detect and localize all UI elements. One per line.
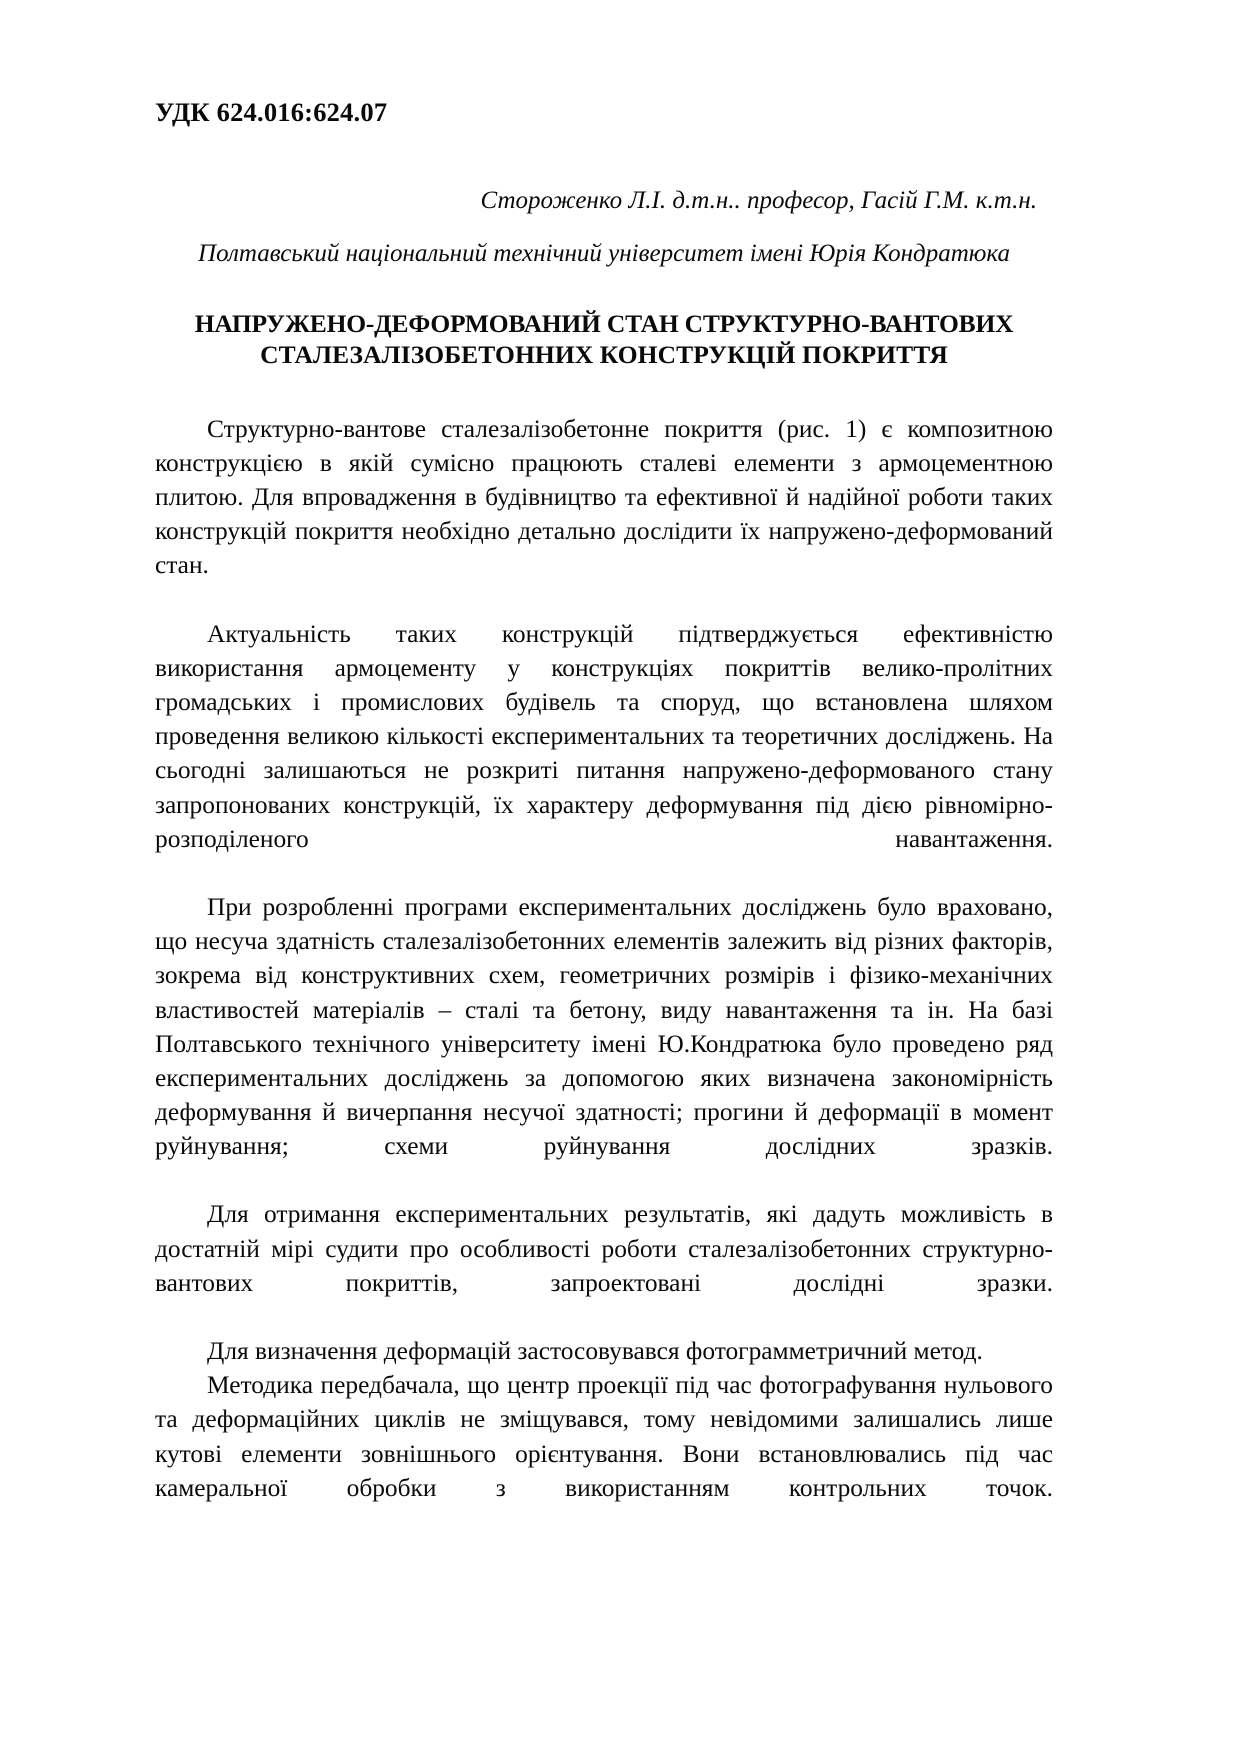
title-line-2: СТАЛЕЗАЛІЗОБЕТОННИХ КОНСТРУКЦІЙ ПОКРИТТЯ	[260, 339, 948, 369]
authors-line: Стороженко Л.І. д.т.н.. професор, Гасій Г.М. к.т.н.	[480, 187, 1037, 215]
paragraph: Для отримання експериментальних результатів, які дадуть можливість в достатній мірі судити про особливості роботи сталезалізобетонних структурно-вантових покриттів, запроектовані дослідні зразки.	[155, 1200, 1053, 1297]
paragraph: При розробленні програми експериментальних досліджень було враховано, що несуча здатність сталезалізобетонних елементів залежить від різних факторів, зокрема від конструктивних схем, геометричних розмірів і фізико-механічних властивостей матеріалів – сталі та бетону, виду навантаження та ін. На базі Полтавського технічного університету імені Ю.Кондратюка було проведено ряд експериментальних досліджень за допомогою яких визначена закономірність деформування й вичерпання несучої здатності; прогини й деформації в момент руйнування; схеми руйнування дослідних зразків.	[155, 893, 1053, 1161]
paragraph: Методика передбачала, що центр проекції під час фотографування нульового та деформаційних циклів не зміщувався, тому невідомими залишались лише кутові елементи зовнішнього орієнтування. Вони встановлювались під час камеральної обробки з використанням контрольних точок.	[155, 1371, 1053, 1502]
paragraph: Актуальність таких конструкцій підтверджується ефективністю використання армоцементу у конструкціях покриттів велико-пролітних громадських і промислових будівель та споруд, що встановлена шляхом проведення великою кількості експериментальних та теоретичних досліджень. На сьогодні залишаються не розкриті питання напружено-деформованого стану запропонованих конструкцій, їх характеру деформування під дією рівномірно-розподіленого навантаження.	[155, 619, 1053, 853]
paragraph: Для визначення деформацій застосовувався фотограмметричний метод.	[207, 1337, 983, 1366]
page-content	[155, 98, 1053, 1539]
paragraph: Структурно-вантове сталезалізобетонне покриття (рис. 1) є композитною конструкцією в якій сумісно працюють сталеві елементи з армоцементною плитою. Для впровадження в будівництво та ефективної й надійної роботи таких конструкцій покриття необхідно детально дослідити їх напружено-деформований стан.	[155, 414, 1053, 580]
udk-code: УДК 624.016:624.07	[155, 97, 388, 127]
title-line-1: НАПРУЖЕНО-ДЕФОРМОВАНИЙ СТАН СТРУКТУРНО-ВАНТОВИХ	[194, 308, 1014, 338]
affiliation-line: Полтавський національний технічний університет імені Юрія Кондратюка	[198, 240, 1010, 268]
body-text	[155, 412, 1053, 1539]
page-title	[155, 308, 1053, 370]
